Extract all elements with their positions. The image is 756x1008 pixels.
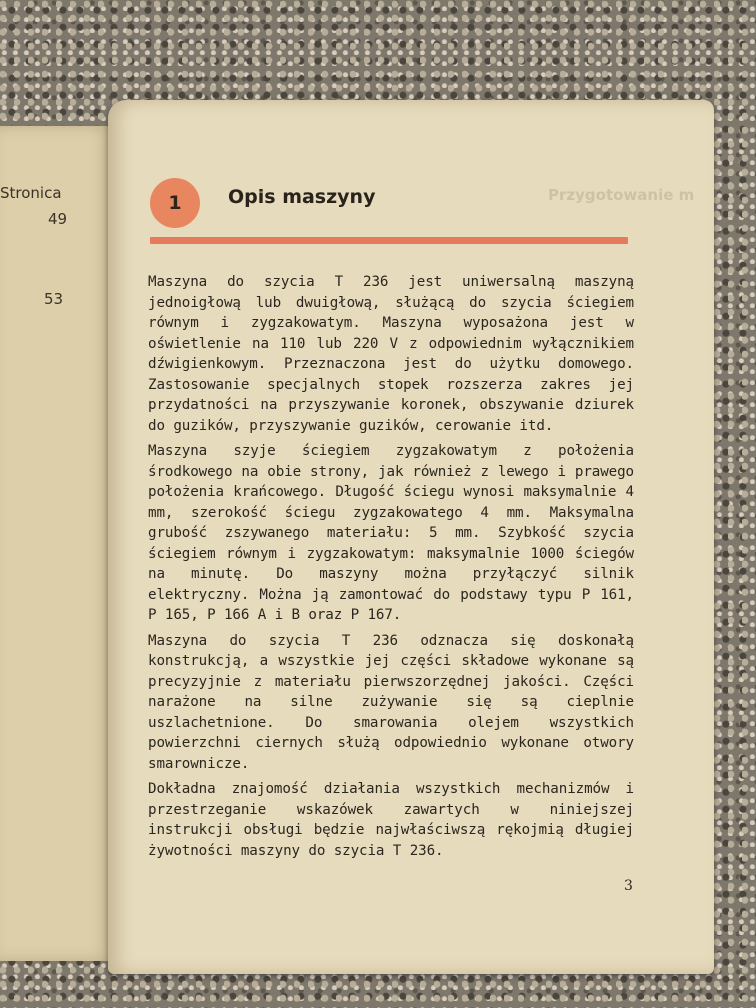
title-underline (150, 237, 628, 244)
paragraph-2: Maszyna szyje ściegiem zygzakowatym z położenia środkowego na obie strony, jak również z lewego i prawego położenia krańcowego. Długość ściegu wynosi maksymalnie 4 mm, szerokość ściegu zygzakowatego 4 mm. Maksymalna grubość zszywanego materiału: 5 mm. Szybkość szycia ściegiem równym i zygzakowatym: maksymalnie 1000 ściegów na minutę. Do maszyny można przyłączyć silnik elektryczny. Można ją zamontować do podstawy typu P 161, P 165, P 166 A i B oraz P 167. (148, 443, 634, 623)
right-page (108, 100, 714, 974)
stronica-header: Stronica (0, 184, 62, 202)
left-page (0, 126, 112, 961)
bleed-through-heading: Przygotowanie m (548, 186, 695, 204)
paragraph-4: Dokładna znajomość działania wszystkich mechanizmów i przestrzeganie wskazówek zawartych w niniejszej instrukcji obsługi będzie najwłaściwszą rękojmią długiej żywotności maszyny do szycia T 236. (148, 781, 634, 859)
page-ref-53: 53 (44, 290, 64, 308)
chapter-title: Opis maszyny (228, 186, 376, 208)
page-ref-49: 49 (48, 210, 68, 228)
page-number: 3 (624, 878, 633, 894)
chapter-number: 1 (168, 192, 182, 214)
paragraph-1: Maszyna do szycia T 236 jest uniwersalną maszyną jednoigłową lub dwuigłową, służącą do szycia ściegiem równym i zygzakowatym. Maszyna wyposażona jest w oświetlenie na 110 lub 220 V z odpowiednim wyłącznikiem dźwigienkowym. Przeznaczona jest do użytku domowego. Zastosowanie specjalnych stopek rozszerza zakres jej przydatności na przyszywanie koronek, obszywanie dziurek do guzików, przyszywanie guzików, cerowanie itd. (148, 274, 634, 434)
paragraph-3: Maszyna do szycia T 236 odznacza się doskonałą konstrukcją, a wszystkie jej części składowe wykonane są precyzyjnie z materiału pierwszorzędnej jakości. Części narażone na silne zużywanie się są cieplnie uszlachetnione. Do smarowania olejem wszystkich powierzchni ciernych służą odpowiednio wykonane otwory smarownicze. (148, 632, 634, 772)
body-text (148, 272, 634, 866)
chapter-number-badge (150, 178, 200, 228)
